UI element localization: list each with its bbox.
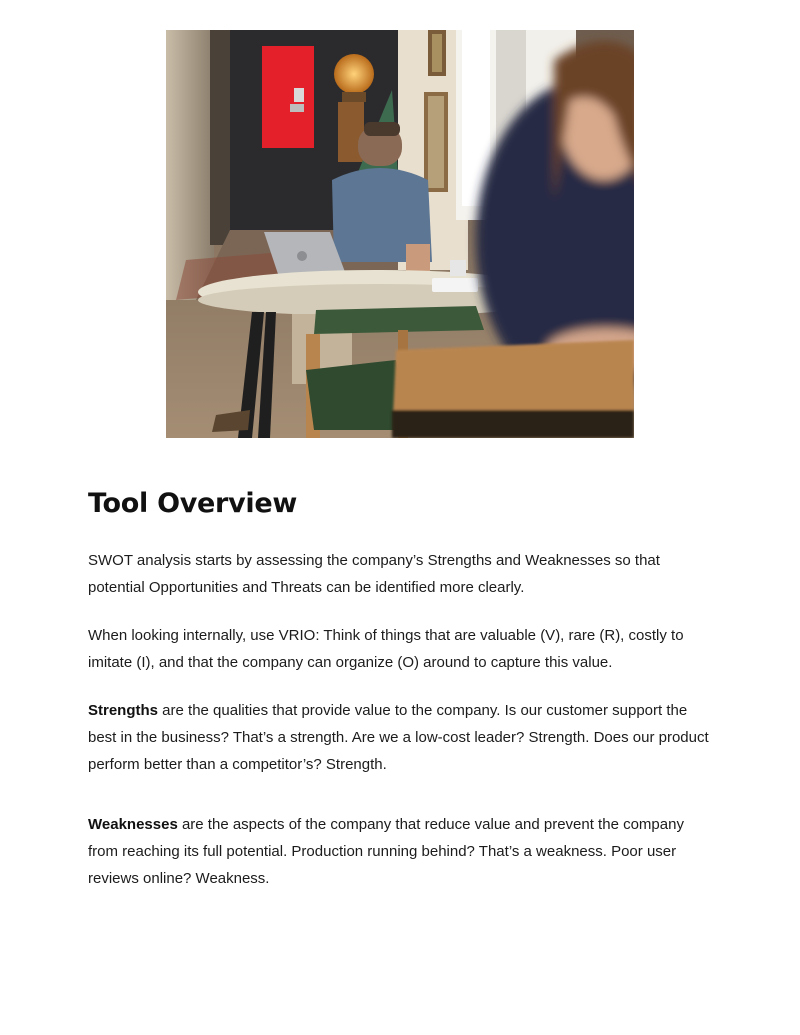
paragraph-strengths bbox=[88, 697, 718, 778]
weaknesses-text: are the aspects of the company that reduce value and prevent the company from reaching its full potential. Production running behind? That’s a weakness. Poor user reviews online? Weakness. bbox=[88, 816, 684, 887]
strengths-text: are the qualities that provide value to the company. Is our customer support the best in the business? That’s a strength. Are we a low-cost leader? Strength. Does our product perform better than a competitor’s? Strength. bbox=[88, 702, 709, 773]
paragraph-intro: SWOT analysis starts by assessing the company’s Strengths and Weaknesses so that potential Opportunities and Threats can be identified more clearly. bbox=[88, 552, 660, 596]
office-photo bbox=[166, 30, 634, 438]
strengths-term: Strengths bbox=[88, 702, 159, 719]
page-title: Tool Overview bbox=[88, 488, 297, 519]
paragraph-vrio: When looking internally, use VRIO: Think of things that are valuable (V), rare (R), costly to imitate (I), and that the company can organize (O) around to capture this value. bbox=[88, 627, 684, 671]
office-photo-icon bbox=[166, 30, 634, 438]
weaknesses-term: Weaknesses bbox=[88, 816, 178, 833]
paragraph-weaknesses bbox=[88, 811, 718, 892]
